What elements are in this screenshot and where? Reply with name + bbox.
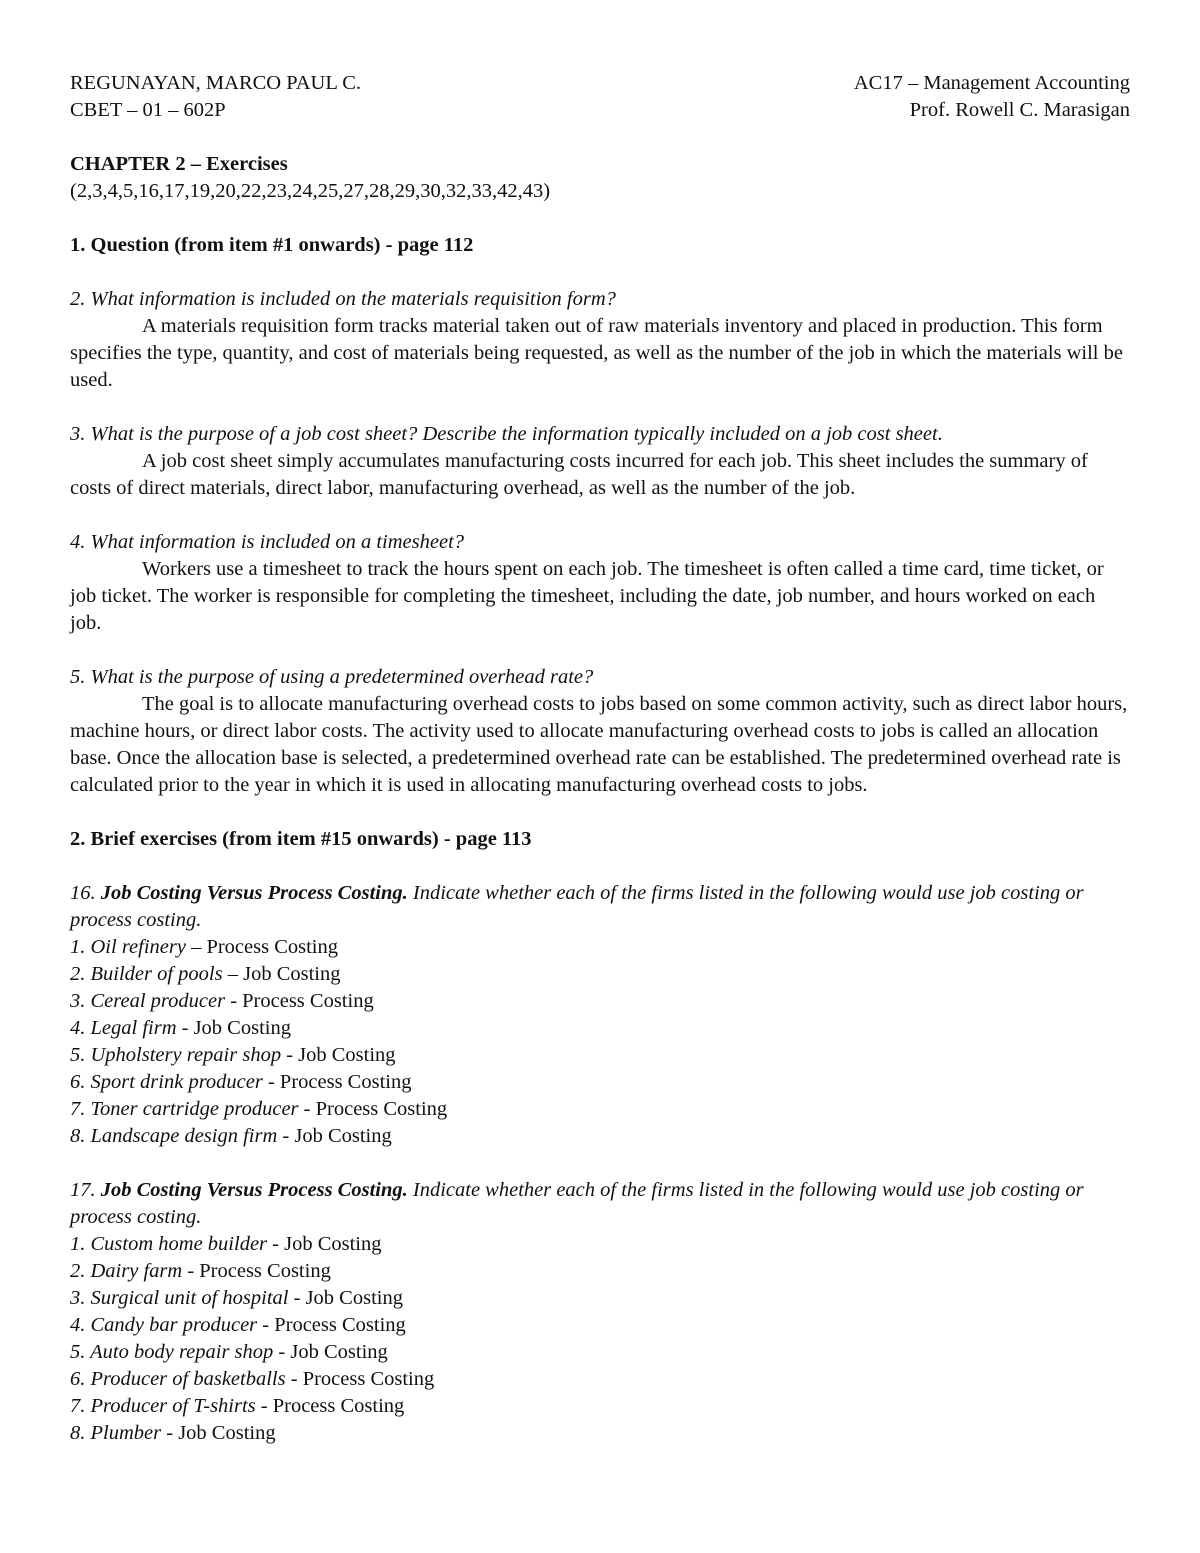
firm-label: 2. Builder of pools <box>70 963 223 985</box>
separator: - <box>257 1314 275 1336</box>
separator: - <box>281 1044 299 1066</box>
exercise-number: 17. <box>70 1179 96 1201</box>
costing-answer: Process Costing <box>274 1314 406 1336</box>
exercise-block <box>70 1177 1130 1447</box>
separator: - <box>298 1098 316 1120</box>
question-text: 2. What information is included on the materials requisition form? <box>70 288 616 310</box>
costing-answer: Job Costing <box>290 1341 388 1363</box>
student-name: REGUNAYAN, MARCO PAUL C. <box>70 72 362 94</box>
list-item <box>70 1258 1130 1285</box>
chapter-items: (2,3,4,5,16,17,19,20,22,23,24,25,27,28,29,30,32,33,42,43) <box>70 180 551 202</box>
list-item <box>70 934 1130 961</box>
costing-answer: Process Costing <box>199 1260 331 1282</box>
question-text: 5. What is the purpose of using a predetermined overhead rate? <box>70 666 594 688</box>
chapter-title: CHAPTER 2 – Exercises <box>70 153 288 175</box>
costing-answer: Process Costing <box>302 1368 435 1390</box>
answer-text: A job cost sheet simply accumulates manufacturing costs incurred for each job. This sheet includes the summary of costs of direct materials, direct labor, manufacturing overhead, as well as the number of the job. <box>70 450 1088 499</box>
costing-answer: Process Costing <box>272 1395 405 1417</box>
separator: - <box>182 1260 200 1282</box>
costing-answer: Process Costing <box>315 1098 448 1120</box>
list-item <box>70 988 1130 1015</box>
class-section: CBET – 01 – 602P <box>70 99 226 121</box>
firm-label: 5. Auto body repair shop <box>70 1341 274 1363</box>
separator: - <box>277 1125 295 1147</box>
answer-text: The goal is to allocate manufacturing overhead costs to jobs based on some common activity, such as direct labor hours, machine hours, or direct labor costs. The activity used to allocate manufacturing overhead costs to jobs is called an allocation base. Once the allocation base is selected, a predetermined overhead rate can be established. The predetermined overhead rate is calculated prior to the year in which it is used in allocating manufacturing overhead costs to jobs. <box>70 693 1128 796</box>
list-item <box>70 1285 1130 1312</box>
separator: - <box>176 1017 194 1039</box>
question-block <box>70 286 1130 394</box>
costing-answer: Process Costing <box>242 990 374 1012</box>
header-row-1 <box>70 70 1130 97</box>
firm-label: 3. Cereal producer <box>70 990 226 1012</box>
list-item <box>70 1393 1130 1420</box>
list-item <box>70 1096 1130 1123</box>
question-text: 4. What information is included on a timesheet? <box>70 531 465 553</box>
questions-section-title: 1. Question (from item #1 onwards) - page 112 <box>70 234 474 256</box>
question-block <box>70 421 1130 502</box>
separator: – <box>222 963 244 985</box>
brief-section-title: 2. Brief exercises (from item #15 onwards) - page 113 <box>70 828 532 850</box>
course-title: AC17 – Management Accounting <box>853 72 1130 94</box>
costing-answer: Job Costing <box>305 1287 403 1309</box>
exercise-instruction: Indicate whether each of the firms listed in the following would use job costing or process costing. <box>70 1179 1084 1228</box>
firm-label: 1. Custom home builder <box>70 1233 268 1255</box>
separator: – <box>185 936 207 958</box>
list-item <box>70 1069 1130 1096</box>
answer-text: Workers use a timesheet to track the hours spent on each job. The timesheet is often called a time card, time ticket, or job ticket. The worker is responsible for completing the timesheet, including the date, job number, and hours worked on each job. <box>70 558 1104 634</box>
exercise-block <box>70 880 1130 1150</box>
list-item <box>70 1420 1130 1447</box>
separator: - <box>267 1233 285 1255</box>
firm-label: 6. Sport drink producer <box>70 1071 263 1093</box>
list-item <box>70 1339 1130 1366</box>
exercise-name: Job Costing Versus Process Costing. <box>100 882 408 904</box>
question-text: 3. What is the purpose of a job cost sheet? Describe the information typically included on a job cost sheet. <box>70 423 943 445</box>
costing-answer: Job Costing <box>243 963 341 985</box>
exercise-number: 16. <box>70 882 96 904</box>
costing-answer: Job Costing <box>193 1017 291 1039</box>
firm-label: 3. Surgical unit of hospital <box>70 1287 289 1309</box>
firm-label: 4. Candy bar producer <box>70 1314 258 1336</box>
document-page <box>70 70 1130 1447</box>
answer-text: A materials requisition form tracks material taken out of raw materials inventory and placed in production. This form specifies the type, quantity, and cost of materials being requested, as well as the number of the job in which the materials will be used. <box>70 315 1123 391</box>
list-item <box>70 1015 1130 1042</box>
separator: - <box>273 1341 291 1363</box>
question-block <box>70 529 1130 637</box>
list-item <box>70 1231 1130 1258</box>
costing-answer: Process Costing <box>206 936 339 958</box>
costing-answer: Job Costing <box>178 1422 276 1444</box>
exercise-heading <box>70 1177 1130 1231</box>
firm-label: 6. Producer of basketballs <box>70 1368 286 1390</box>
firm-label: 7. Toner cartridge producer <box>70 1098 299 1120</box>
firm-label: 7. Producer of T-shirts <box>70 1395 256 1417</box>
costing-answer: Process Costing <box>279 1071 412 1093</box>
list-item <box>70 1123 1130 1150</box>
separator: - <box>161 1422 179 1444</box>
firm-label: 8. Landscape design firm <box>70 1125 278 1147</box>
header-row-2 <box>70 97 1130 124</box>
list-item <box>70 1312 1130 1339</box>
list-item <box>70 1366 1130 1393</box>
separator: - <box>262 1071 280 1093</box>
separator: - <box>285 1368 303 1390</box>
question-block <box>70 664 1130 799</box>
costing-answer: Job Costing <box>294 1125 392 1147</box>
firm-label: 1. Oil refinery <box>70 936 186 958</box>
exercise-name: Job Costing Versus Process Costing. <box>100 1179 408 1201</box>
separator: - <box>255 1395 273 1417</box>
exercise-heading <box>70 880 1130 934</box>
list-item <box>70 961 1130 988</box>
costing-answer: Job Costing <box>284 1233 382 1255</box>
separator: - <box>225 990 243 1012</box>
firm-label: 4. Legal firm <box>70 1017 177 1039</box>
exercise-instruction: Indicate whether each of the firms listed in the following would use job costing or process costing. <box>70 882 1084 931</box>
separator: - <box>288 1287 306 1309</box>
professor-name: Prof. Rowell C. Marasigan <box>909 99 1130 121</box>
firm-label: 2. Dairy farm <box>70 1260 183 1282</box>
costing-answer: Job Costing <box>298 1044 396 1066</box>
list-item <box>70 1042 1130 1069</box>
firm-label: 5. Upholstery repair shop <box>70 1044 282 1066</box>
firm-label: 8. Plumber <box>70 1422 162 1444</box>
